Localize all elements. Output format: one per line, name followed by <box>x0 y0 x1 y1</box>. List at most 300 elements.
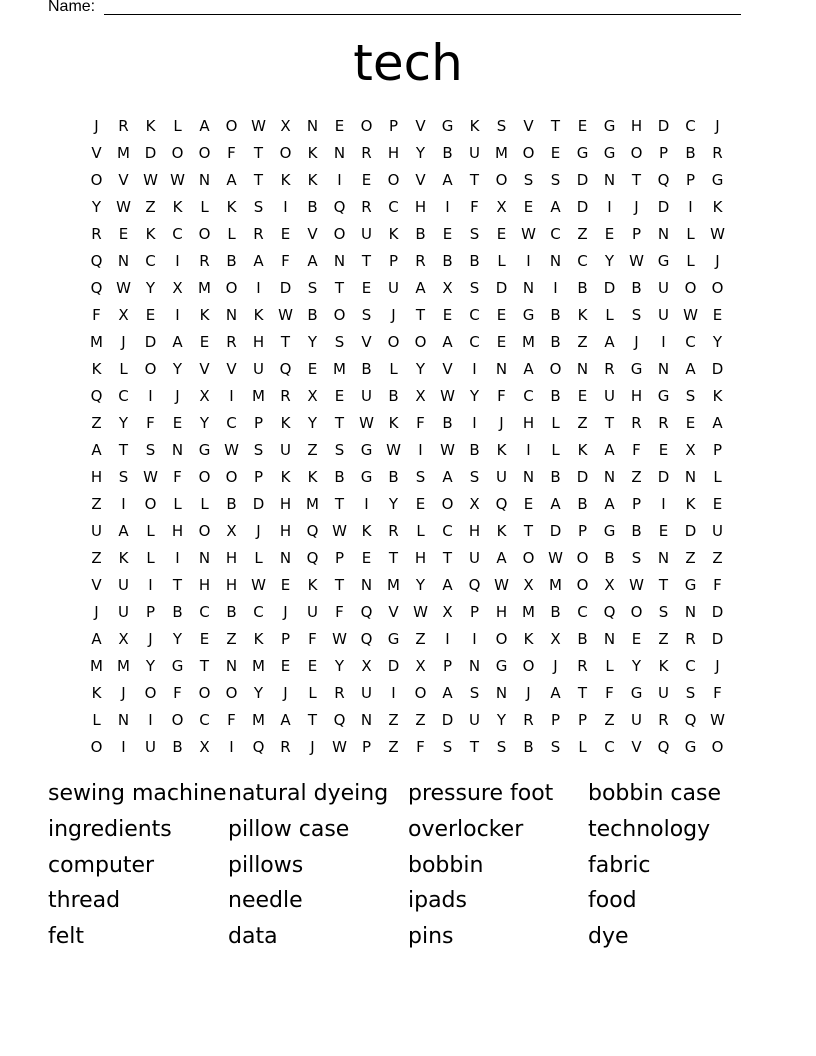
grid-letter[interactable]: X <box>226 522 237 540</box>
grid-letter[interactable]: M <box>252 387 265 405</box>
grid-letter[interactable]: X <box>118 306 129 324</box>
grid-letter[interactable]: N <box>117 711 130 729</box>
grid-letter[interactable]: G <box>198 441 211 459</box>
grid-letter[interactable]: T <box>253 144 264 162</box>
grid-letter[interactable]: X <box>415 387 426 405</box>
grid-letter[interactable]: N <box>117 252 130 270</box>
grid-letter[interactable]: S <box>334 333 345 351</box>
grid-letter[interactable]: M <box>522 333 535 351</box>
grid-letter[interactable]: S <box>658 603 669 621</box>
grid-letter[interactable]: I <box>148 387 153 405</box>
grid-letter[interactable]: Z <box>631 468 642 486</box>
grid-letter[interactable]: D <box>684 522 697 540</box>
grid-letter[interactable]: W <box>116 279 131 297</box>
grid-letter[interactable]: N <box>333 252 346 270</box>
grid-letter[interactable]: M <box>387 576 400 594</box>
grid-letter[interactable]: N <box>495 684 508 702</box>
grid-letter[interactable]: R <box>523 711 534 729</box>
grid-letter[interactable]: S <box>496 738 507 756</box>
grid-letter[interactable]: O <box>495 171 508 189</box>
grid-letter[interactable]: E <box>280 576 291 594</box>
grid-letter[interactable]: R <box>658 414 669 432</box>
grid-letter[interactable]: I <box>445 198 450 216</box>
grid-letter[interactable]: I <box>472 630 477 648</box>
grid-letter[interactable]: B <box>388 387 399 405</box>
grid-letter[interactable]: T <box>334 576 345 594</box>
grid-letter[interactable]: N <box>657 549 670 567</box>
grid-letter[interactable]: D <box>576 468 589 486</box>
grid-letter[interactable]: S <box>469 684 480 702</box>
grid-letter[interactable]: S <box>361 306 372 324</box>
grid-letter[interactable]: V <box>118 171 129 189</box>
grid-letter[interactable]: O <box>144 495 157 513</box>
grid-letter[interactable]: Z <box>685 549 696 567</box>
grid-letter[interactable]: L <box>497 252 506 270</box>
grid-letter[interactable]: O <box>198 144 211 162</box>
grid-letter[interactable]: C <box>253 603 264 621</box>
grid-letter[interactable]: O <box>225 117 238 135</box>
grid-letter[interactable]: Y <box>469 387 480 405</box>
grid-letter[interactable]: N <box>171 441 184 459</box>
grid-letter[interactable]: L <box>551 441 560 459</box>
grid-letter[interactable]: I <box>607 198 612 216</box>
grid-letter[interactable]: O <box>171 711 184 729</box>
grid-letter[interactable]: B <box>631 522 642 540</box>
grid-letter[interactable]: A <box>307 252 318 270</box>
grid-letter[interactable]: Q <box>333 198 346 216</box>
grid-letter[interactable]: H <box>387 144 400 162</box>
grid-letter[interactable]: I <box>418 441 423 459</box>
grid-letter[interactable]: T <box>334 495 345 513</box>
grid-letter[interactable]: X <box>496 198 507 216</box>
grid-letter[interactable]: P <box>631 495 642 513</box>
grid-letter[interactable]: G <box>684 576 697 594</box>
grid-letter[interactable]: Z <box>712 549 723 567</box>
grid-letter[interactable]: J <box>256 522 261 540</box>
grid-letter[interactable]: E <box>199 630 210 648</box>
grid-letter[interactable]: T <box>523 522 534 540</box>
grid-letter[interactable]: D <box>657 468 670 486</box>
grid-letter[interactable]: S <box>145 441 156 459</box>
grid-letter[interactable]: W <box>332 738 347 756</box>
grid-letter[interactable]: B <box>226 495 237 513</box>
grid-letter[interactable]: E <box>307 360 318 378</box>
grid-letter[interactable]: F <box>632 441 641 459</box>
grid-letter[interactable]: I <box>229 387 234 405</box>
grid-letter[interactable]: T <box>361 252 372 270</box>
grid-letter[interactable]: M <box>333 360 346 378</box>
grid-letter[interactable]: O <box>576 576 589 594</box>
grid-letter[interactable]: E <box>496 333 507 351</box>
grid-letter[interactable]: O <box>387 171 400 189</box>
grid-letter[interactable]: S <box>469 225 480 243</box>
grid-letter[interactable]: D <box>576 171 589 189</box>
grid-letter[interactable]: J <box>715 117 720 135</box>
grid-letter[interactable]: Z <box>577 225 588 243</box>
grid-letter[interactable]: B <box>442 414 453 432</box>
grid-letter[interactable]: C <box>226 414 237 432</box>
grid-letter[interactable]: E <box>307 657 318 675</box>
grid-letter[interactable]: E <box>577 117 588 135</box>
grid-letter[interactable]: G <box>171 657 184 675</box>
grid-letter[interactable]: D <box>252 495 265 513</box>
grid-letter[interactable]: N <box>657 225 670 243</box>
grid-letter[interactable]: S <box>253 198 264 216</box>
grid-letter[interactable]: H <box>522 414 535 432</box>
grid-letter[interactable]: L <box>713 468 722 486</box>
grid-letter[interactable]: X <box>307 387 318 405</box>
grid-letter[interactable]: T <box>118 441 129 459</box>
grid-letter[interactable]: K <box>712 198 723 216</box>
grid-letter[interactable]: J <box>283 603 288 621</box>
grid-letter[interactable]: T <box>469 738 480 756</box>
grid-letter[interactable]: P <box>550 711 561 729</box>
grid-letter[interactable]: C <box>685 657 696 675</box>
grid-letter[interactable]: O <box>630 603 643 621</box>
grid-letter[interactable]: S <box>469 279 480 297</box>
grid-letter[interactable]: C <box>199 603 210 621</box>
grid-letter[interactable]: M <box>117 144 130 162</box>
grid-letter[interactable]: P <box>685 171 696 189</box>
grid-letter[interactable]: C <box>685 333 696 351</box>
grid-letter[interactable]: E <box>442 306 453 324</box>
grid-letter[interactable]: K <box>253 630 264 648</box>
grid-letter[interactable]: G <box>441 117 454 135</box>
grid-letter[interactable]: U <box>361 684 372 702</box>
grid-letter[interactable]: U <box>469 711 480 729</box>
grid-letter[interactable]: L <box>416 522 425 540</box>
grid-letter[interactable]: E <box>361 171 372 189</box>
grid-letter[interactable]: M <box>306 495 319 513</box>
grid-letter[interactable]: Q <box>495 495 508 513</box>
grid-letter[interactable]: J <box>283 684 288 702</box>
grid-letter[interactable]: X <box>604 576 615 594</box>
grid-letter[interactable]: T <box>442 549 453 567</box>
grid-letter[interactable]: Z <box>415 630 426 648</box>
grid-letter[interactable]: O <box>225 279 238 297</box>
grid-letter[interactable]: K <box>523 630 534 648</box>
grid-letter[interactable]: O <box>630 144 643 162</box>
grid-letter[interactable]: D <box>603 279 616 297</box>
grid-letter[interactable]: Z <box>604 711 615 729</box>
grid-letter[interactable]: U <box>91 522 102 540</box>
grid-letter[interactable]: W <box>521 225 536 243</box>
grid-letter[interactable]: T <box>469 171 480 189</box>
grid-letter[interactable]: C <box>172 225 183 243</box>
grid-letter[interactable]: T <box>658 576 669 594</box>
grid-letter[interactable]: J <box>94 603 99 621</box>
grid-letter[interactable]: Y <box>415 144 426 162</box>
grid-letter[interactable]: D <box>549 522 562 540</box>
grid-letter[interactable]: T <box>199 657 210 675</box>
grid-letter[interactable]: Q <box>360 630 373 648</box>
grid-letter[interactable]: L <box>200 495 209 513</box>
grid-letter[interactable]: K <box>145 117 156 135</box>
grid-letter[interactable]: O <box>333 306 346 324</box>
grid-letter[interactable]: W <box>359 414 374 432</box>
grid-letter[interactable]: U <box>469 144 480 162</box>
grid-letter[interactable]: N <box>198 171 211 189</box>
grid-letter[interactable]: K <box>712 387 723 405</box>
grid-letter[interactable]: J <box>94 117 99 135</box>
grid-letter[interactable]: V <box>91 144 102 162</box>
grid-letter[interactable]: H <box>279 495 292 513</box>
grid-letter[interactable]: I <box>553 279 558 297</box>
grid-letter[interactable]: N <box>225 306 238 324</box>
grid-letter[interactable]: F <box>146 414 155 432</box>
grid-letter[interactable]: B <box>577 495 588 513</box>
grid-letter[interactable]: U <box>361 225 372 243</box>
grid-letter[interactable]: A <box>550 495 561 513</box>
grid-letter[interactable]: K <box>118 549 129 567</box>
grid-letter[interactable]: B <box>550 468 561 486</box>
grid-letter[interactable]: G <box>684 738 697 756</box>
grid-letter[interactable]: U <box>604 387 615 405</box>
grid-letter[interactable]: W <box>224 441 239 459</box>
grid-letter[interactable]: G <box>657 252 670 270</box>
grid-letter[interactable]: A <box>496 549 507 567</box>
grid-letter[interactable]: W <box>629 252 644 270</box>
grid-letter[interactable]: P <box>280 630 291 648</box>
grid-letter[interactable]: O <box>144 360 157 378</box>
grid-letter[interactable]: K <box>280 414 291 432</box>
grid-letter[interactable]: X <box>172 279 183 297</box>
grid-letter[interactable]: G <box>522 306 535 324</box>
grid-letter[interactable]: K <box>307 171 318 189</box>
grid-letter[interactable]: R <box>415 252 426 270</box>
grid-letter[interactable]: U <box>280 441 291 459</box>
grid-letter[interactable]: F <box>416 414 425 432</box>
grid-letter[interactable]: B <box>577 279 588 297</box>
grid-letter[interactable]: A <box>442 576 453 594</box>
grid-letter[interactable]: V <box>91 576 102 594</box>
grid-letter[interactable]: A <box>415 279 426 297</box>
grid-letter[interactable]: E <box>172 414 183 432</box>
grid-letter[interactable]: C <box>604 738 615 756</box>
grid-letter[interactable]: B <box>388 468 399 486</box>
grid-letter[interactable]: P <box>631 225 642 243</box>
grid-letter[interactable]: L <box>686 252 695 270</box>
grid-letter[interactable]: A <box>91 441 102 459</box>
grid-letter[interactable]: Y <box>91 198 102 216</box>
grid-letter[interactable]: A <box>523 360 534 378</box>
grid-letter[interactable]: Y <box>415 576 426 594</box>
grid-letter[interactable]: X <box>280 117 291 135</box>
grid-letter[interactable]: X <box>685 441 696 459</box>
grid-letter[interactable]: H <box>468 522 481 540</box>
grid-letter[interactable]: L <box>308 684 317 702</box>
grid-letter[interactable]: I <box>445 630 450 648</box>
grid-letter[interactable]: K <box>577 441 588 459</box>
grid-letter[interactable]: F <box>497 387 506 405</box>
grid-letter[interactable]: L <box>92 711 101 729</box>
grid-letter[interactable]: S <box>118 468 129 486</box>
grid-letter[interactable]: K <box>658 657 669 675</box>
grid-letter[interactable]: F <box>713 684 722 702</box>
grid-letter[interactable]: J <box>391 306 396 324</box>
grid-letter[interactable]: I <box>337 171 342 189</box>
grid-letter[interactable]: I <box>148 576 153 594</box>
grid-letter[interactable]: Z <box>226 630 237 648</box>
grid-letter[interactable]: R <box>280 738 291 756</box>
grid-letter[interactable]: O <box>522 657 535 675</box>
grid-letter[interactable]: G <box>603 144 616 162</box>
grid-letter[interactable]: A <box>280 711 291 729</box>
grid-letter[interactable]: P <box>712 441 723 459</box>
grid-letter[interactable]: J <box>553 657 558 675</box>
grid-letter[interactable]: W <box>386 441 401 459</box>
grid-letter[interactable]: I <box>256 279 261 297</box>
grid-letter[interactable]: A <box>712 414 723 432</box>
grid-letter[interactable]: Y <box>604 252 615 270</box>
grid-letter[interactable]: K <box>91 684 102 702</box>
grid-letter[interactable]: K <box>199 306 210 324</box>
grid-letter[interactable]: I <box>472 414 477 432</box>
grid-letter[interactable]: U <box>631 711 642 729</box>
grid-letter[interactable]: Y <box>145 657 156 675</box>
grid-letter[interactable]: P <box>253 414 264 432</box>
grid-letter[interactable]: M <box>117 657 130 675</box>
grid-letter[interactable]: O <box>171 144 184 162</box>
grid-letter[interactable]: E <box>118 225 129 243</box>
grid-letter[interactable]: B <box>415 225 426 243</box>
grid-letter[interactable]: K <box>280 468 291 486</box>
grid-letter[interactable]: X <box>550 630 561 648</box>
grid-letter[interactable]: B <box>442 144 453 162</box>
grid-letter[interactable]: Q <box>603 603 616 621</box>
grid-letter[interactable]: R <box>280 387 291 405</box>
grid-letter[interactable]: Y <box>496 711 507 729</box>
grid-letter[interactable]: O <box>90 738 103 756</box>
grid-letter[interactable]: L <box>200 198 209 216</box>
grid-letter[interactable]: J <box>715 252 720 270</box>
grid-letter[interactable]: M <box>90 333 103 351</box>
grid-letter[interactable]: Y <box>145 279 156 297</box>
grid-letter[interactable]: E <box>658 522 669 540</box>
grid-letter[interactable]: E <box>496 225 507 243</box>
grid-letter[interactable]: S <box>334 441 345 459</box>
grid-letter[interactable]: H <box>279 522 292 540</box>
grid-letter[interactable]: F <box>605 684 614 702</box>
grid-letter[interactable]: W <box>548 549 563 567</box>
grid-letter[interactable]: B <box>523 738 534 756</box>
grid-letter[interactable]: T <box>172 576 183 594</box>
grid-letter[interactable]: W <box>494 576 509 594</box>
grid-letter[interactable]: K <box>253 306 264 324</box>
grid-letter[interactable]: L <box>254 549 263 567</box>
grid-letter[interactable]: R <box>631 414 642 432</box>
grid-letter[interactable]: U <box>658 279 669 297</box>
grid-letter[interactable]: F <box>308 630 317 648</box>
grid-letter[interactable]: W <box>170 171 185 189</box>
grid-letter[interactable]: Z <box>415 711 426 729</box>
grid-letter[interactable]: R <box>334 684 345 702</box>
grid-letter[interactable]: L <box>146 522 155 540</box>
grid-letter[interactable]: P <box>145 603 156 621</box>
grid-letter[interactable]: B <box>631 279 642 297</box>
grid-letter[interactable]: B <box>226 252 237 270</box>
grid-letter[interactable]: O <box>225 468 238 486</box>
grid-letter[interactable]: Q <box>360 603 373 621</box>
grid-letter[interactable]: K <box>172 198 183 216</box>
grid-letter[interactable]: B <box>550 306 561 324</box>
grid-letter[interactable]: Z <box>388 711 399 729</box>
grid-letter[interactable]: S <box>631 306 642 324</box>
grid-letter[interactable]: V <box>415 117 426 135</box>
grid-letter[interactable]: R <box>388 522 399 540</box>
grid-letter[interactable]: L <box>578 738 587 756</box>
grid-letter[interactable]: R <box>199 252 210 270</box>
grid-letter[interactable]: N <box>279 549 292 567</box>
grid-letter[interactable]: B <box>307 306 318 324</box>
grid-letter[interactable]: D <box>576 198 589 216</box>
grid-letter[interactable]: R <box>604 360 615 378</box>
grid-letter[interactable]: T <box>334 279 345 297</box>
grid-letter[interactable]: U <box>361 387 372 405</box>
grid-letter[interactable]: B <box>550 387 561 405</box>
grid-letter[interactable]: T <box>280 333 291 351</box>
grid-letter[interactable]: X <box>199 738 210 756</box>
grid-letter[interactable]: I <box>175 306 180 324</box>
grid-letter[interactable]: Z <box>388 738 399 756</box>
grid-letter[interactable]: O <box>414 333 427 351</box>
grid-letter[interactable]: E <box>199 333 210 351</box>
grid-letter[interactable]: R <box>226 333 237 351</box>
grid-letter[interactable]: I <box>391 684 396 702</box>
grid-letter[interactable]: V <box>226 360 237 378</box>
grid-letter[interactable]: W <box>629 576 644 594</box>
grid-letter[interactable]: H <box>225 549 238 567</box>
grid-letter[interactable]: D <box>441 711 454 729</box>
grid-letter[interactable]: C <box>199 711 210 729</box>
grid-letter[interactable]: D <box>657 198 670 216</box>
grid-letter[interactable]: Y <box>388 495 399 513</box>
grid-letter[interactable]: H <box>414 198 427 216</box>
grid-letter[interactable]: F <box>173 468 182 486</box>
grid-letter[interactable]: B <box>469 252 480 270</box>
grid-letter[interactable]: R <box>91 225 102 243</box>
grid-letter[interactable]: E <box>712 306 723 324</box>
grid-letter[interactable]: Q <box>306 522 319 540</box>
grid-letter[interactable]: K <box>226 198 237 216</box>
grid-letter[interactable]: W <box>332 522 347 540</box>
grid-letter[interactable]: A <box>226 171 237 189</box>
grid-letter[interactable]: B <box>442 252 453 270</box>
grid-letter[interactable]: I <box>526 252 531 270</box>
grid-letter[interactable]: K <box>388 414 399 432</box>
grid-letter[interactable]: O <box>414 684 427 702</box>
grid-letter[interactable]: O <box>495 630 508 648</box>
grid-letter[interactable]: X <box>415 657 426 675</box>
grid-letter[interactable]: Y <box>415 360 426 378</box>
grid-letter[interactable]: X <box>361 657 372 675</box>
grid-letter[interactable]: I <box>229 738 234 756</box>
grid-letter[interactable]: X <box>199 387 210 405</box>
grid-letter[interactable]: E <box>577 387 588 405</box>
grid-letter[interactable]: Q <box>90 387 103 405</box>
grid-letter[interactable]: E <box>685 414 696 432</box>
grid-letter[interactable]: O <box>279 144 292 162</box>
grid-letter[interactable]: G <box>630 684 643 702</box>
grid-letter[interactable]: O <box>684 279 697 297</box>
grid-letter[interactable]: Z <box>91 549 102 567</box>
grid-letter[interactable]: A <box>442 333 453 351</box>
grid-letter[interactable]: G <box>657 387 670 405</box>
grid-letter[interactable]: C <box>523 387 534 405</box>
grid-letter[interactable]: X <box>442 279 453 297</box>
grid-letter[interactable]: W <box>440 441 455 459</box>
grid-letter[interactable]: U <box>658 684 669 702</box>
